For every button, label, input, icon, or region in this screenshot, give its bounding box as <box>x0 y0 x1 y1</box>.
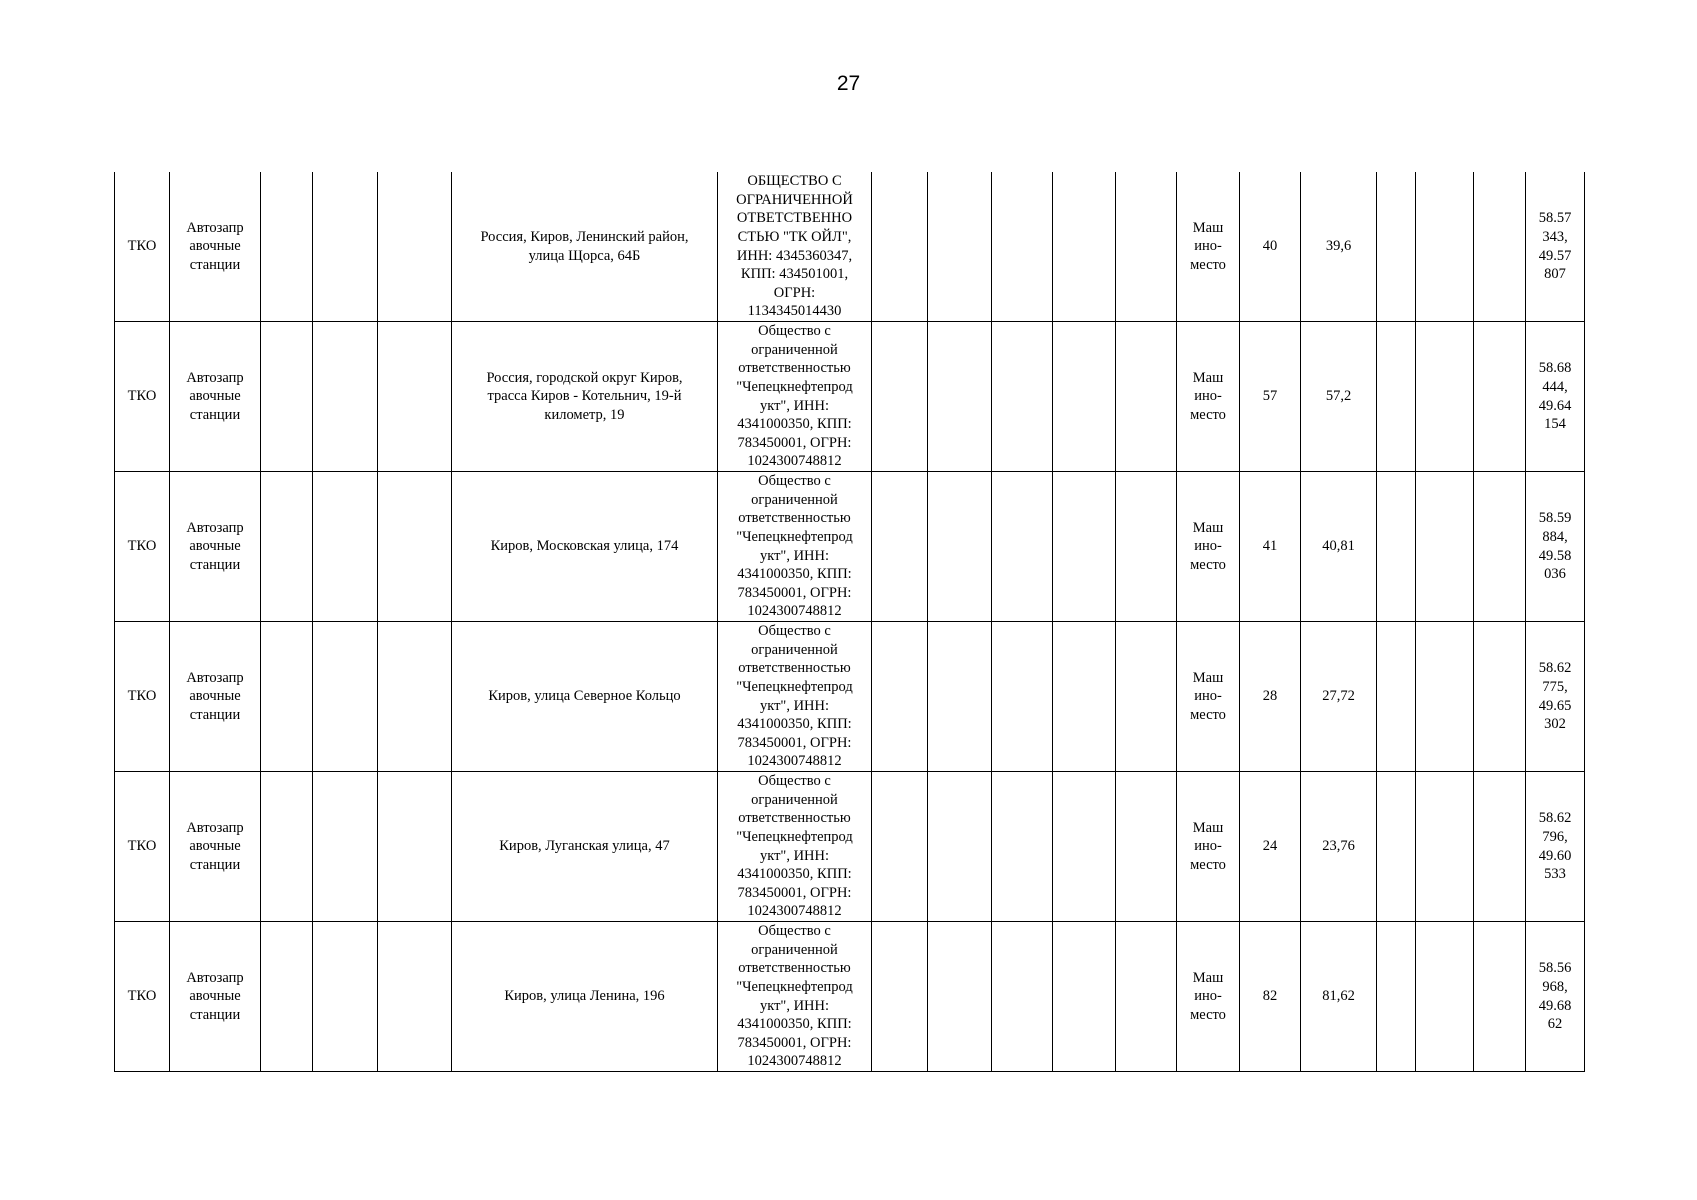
empty-cell <box>1116 322 1177 472</box>
empty-cell <box>872 772 928 922</box>
empty-cell <box>313 472 378 622</box>
empty-cell <box>1116 922 1177 1072</box>
object-category-cell: Автозапр авочные станции <box>170 772 261 922</box>
coordinates-cell: 58.62 796, 49.60 533 <box>1526 772 1585 922</box>
object-category-cell: Автозапр авочные станции <box>170 172 261 322</box>
empty-cell <box>992 922 1053 1072</box>
volume-cell: 27,72 <box>1301 622 1377 772</box>
unit-cell: Маш ино- место <box>1177 922 1240 1072</box>
empty-cell <box>261 922 313 1072</box>
object-category-cell: Автозапр авочные станции <box>170 472 261 622</box>
coordinates-cell: 58.59 884, 49.58 036 <box>1526 472 1585 622</box>
empty-cell <box>928 472 992 622</box>
empty-cell <box>378 772 452 922</box>
empty-cell <box>872 472 928 622</box>
empty-cell <box>1116 172 1177 322</box>
empty-cell <box>992 472 1053 622</box>
empty-cell <box>313 322 378 472</box>
empty-cell <box>378 172 452 322</box>
address-cell: Киров, Московская улица, 174 <box>452 472 718 622</box>
owner-cell: Общество с ограниченной ответственностью "Чепецкнефтепрод укт", ИНН: 4341000350, КПП: 783450001, ОГРН: 1024300748812 <box>718 472 872 622</box>
quantity-cell: 28 <box>1240 622 1301 772</box>
empty-cell <box>378 472 452 622</box>
empty-cell <box>928 322 992 472</box>
empty-cell <box>1116 622 1177 772</box>
unit-cell: Маш ино- место <box>1177 622 1240 772</box>
volume-cell: 23,76 <box>1301 772 1377 922</box>
empty-cell <box>1474 472 1526 622</box>
unit-cell: Маш ино- место <box>1177 472 1240 622</box>
volume-cell: 39,6 <box>1301 172 1377 322</box>
empty-cell <box>992 322 1053 472</box>
empty-cell <box>1416 622 1474 772</box>
empty-cell <box>378 322 452 472</box>
empty-cell <box>1416 922 1474 1072</box>
owner-cell: Общество с ограниченной ответственностью "Чепецкнефтепрод укт", ИНН: 4341000350, КПП: 783450001, ОГРН: 1024300748812 <box>718 622 872 772</box>
address-cell: Киров, Луганская улица, 47 <box>452 772 718 922</box>
unit-cell: Маш ино- место <box>1177 172 1240 322</box>
owner-cell: Общество с ограниченной ответственностью "Чепецкнефтепрод укт", ИНН: 4341000350, КПП: 783450001, ОГРН: 1024300748812 <box>718 322 872 472</box>
owner-cell: Общество с ограниченной ответственностью "Чепецкнефтепрод укт", ИНН: 4341000350, КПП: 783450001, ОГРН: 1024300748812 <box>718 772 872 922</box>
empty-cell <box>313 172 378 322</box>
empty-cell <box>1053 922 1116 1072</box>
empty-cell <box>261 322 313 472</box>
waste-type-cell: ТКО <box>115 622 170 772</box>
empty-cell <box>872 172 928 322</box>
quantity-cell: 82 <box>1240 922 1301 1072</box>
registry-table <box>114 172 1585 1072</box>
table-row <box>115 922 1585 1072</box>
empty-cell <box>261 622 313 772</box>
quantity-cell: 57 <box>1240 322 1301 472</box>
table-row <box>115 172 1585 322</box>
empty-cell <box>1416 172 1474 322</box>
empty-cell <box>928 622 992 772</box>
empty-cell <box>378 922 452 1072</box>
empty-cell <box>1377 772 1416 922</box>
empty-cell <box>872 622 928 772</box>
empty-cell <box>1474 772 1526 922</box>
empty-cell <box>992 622 1053 772</box>
owner-cell: ОБЩЕСТВО С ОГРАНИЧЕННОЙ ОТВЕТСТВЕННО СТЬЮ "ТК ОЙЛ", ИНН: 4345360347, КПП: 434501001, ОГРН: 1134345014430 <box>718 172 872 322</box>
empty-cell <box>1416 772 1474 922</box>
empty-cell <box>1474 922 1526 1072</box>
empty-cell <box>1377 172 1416 322</box>
object-category-cell: Автозапр авочные станции <box>170 322 261 472</box>
empty-cell <box>928 772 992 922</box>
address-cell: Киров, улица Северное Кольцо <box>452 622 718 772</box>
empty-cell <box>1116 472 1177 622</box>
coordinates-cell: 58.57 343, 49.57 807 <box>1526 172 1585 322</box>
empty-cell <box>261 472 313 622</box>
waste-type-cell: ТКО <box>115 772 170 922</box>
volume-cell: 40,81 <box>1301 472 1377 622</box>
empty-cell <box>1053 772 1116 922</box>
volume-cell: 57,2 <box>1301 322 1377 472</box>
empty-cell <box>1377 472 1416 622</box>
unit-cell: Маш ино- место <box>1177 322 1240 472</box>
empty-cell <box>1116 772 1177 922</box>
volume-cell: 81,62 <box>1301 922 1377 1072</box>
empty-cell <box>1377 622 1416 772</box>
empty-cell <box>1053 172 1116 322</box>
table-row <box>115 472 1585 622</box>
empty-cell <box>313 922 378 1072</box>
unit-cell: Маш ино- место <box>1177 772 1240 922</box>
owner-cell: Общество с ограниченной ответственностью "Чепецкнефтепрод укт", ИНН: 4341000350, КПП: 783450001, ОГРН: 1024300748812 <box>718 922 872 1072</box>
empty-cell <box>261 772 313 922</box>
waste-type-cell: ТКО <box>115 172 170 322</box>
page-number: 27 <box>836 72 861 95</box>
table-row <box>115 322 1585 472</box>
empty-cell <box>1377 322 1416 472</box>
empty-cell <box>928 922 992 1072</box>
object-category-cell: Автозапр авочные станции <box>170 922 261 1072</box>
empty-cell <box>1053 322 1116 472</box>
quantity-cell: 41 <box>1240 472 1301 622</box>
empty-cell <box>378 622 452 772</box>
table-row <box>115 622 1585 772</box>
waste-type-cell: ТКО <box>115 472 170 622</box>
quantity-cell: 24 <box>1240 772 1301 922</box>
coordinates-cell: 58.68 444, 49.64 154 <box>1526 322 1585 472</box>
empty-cell <box>1416 322 1474 472</box>
table-row <box>115 772 1585 922</box>
empty-cell <box>992 772 1053 922</box>
empty-cell <box>313 622 378 772</box>
empty-cell <box>1474 622 1526 772</box>
empty-cell <box>1377 922 1416 1072</box>
waste-type-cell: ТКО <box>115 322 170 472</box>
quantity-cell: 40 <box>1240 172 1301 322</box>
empty-cell <box>992 172 1053 322</box>
coordinates-cell: 58.62 775, 49.65 302 <box>1526 622 1585 772</box>
empty-cell <box>928 172 992 322</box>
empty-cell <box>313 772 378 922</box>
address-cell: Россия, городской округ Киров, трасса Киров - Котельнич, 19-й километр, 19 <box>452 322 718 472</box>
address-cell: Киров, улица Ленина, 196 <box>452 922 718 1072</box>
empty-cell <box>1053 622 1116 772</box>
empty-cell <box>1474 172 1526 322</box>
coordinates-cell: 58.56 968, 49.68 62 <box>1526 922 1585 1072</box>
empty-cell <box>1053 472 1116 622</box>
address-cell: Россия, Киров, Ленинский район, улица Щорса, 64Б <box>452 172 718 322</box>
empty-cell <box>872 922 928 1072</box>
waste-type-cell: ТКО <box>115 922 170 1072</box>
empty-cell <box>1474 322 1526 472</box>
empty-cell <box>872 322 928 472</box>
object-category-cell: Автозапр авочные станции <box>170 622 261 772</box>
empty-cell <box>261 172 313 322</box>
empty-cell <box>1416 472 1474 622</box>
